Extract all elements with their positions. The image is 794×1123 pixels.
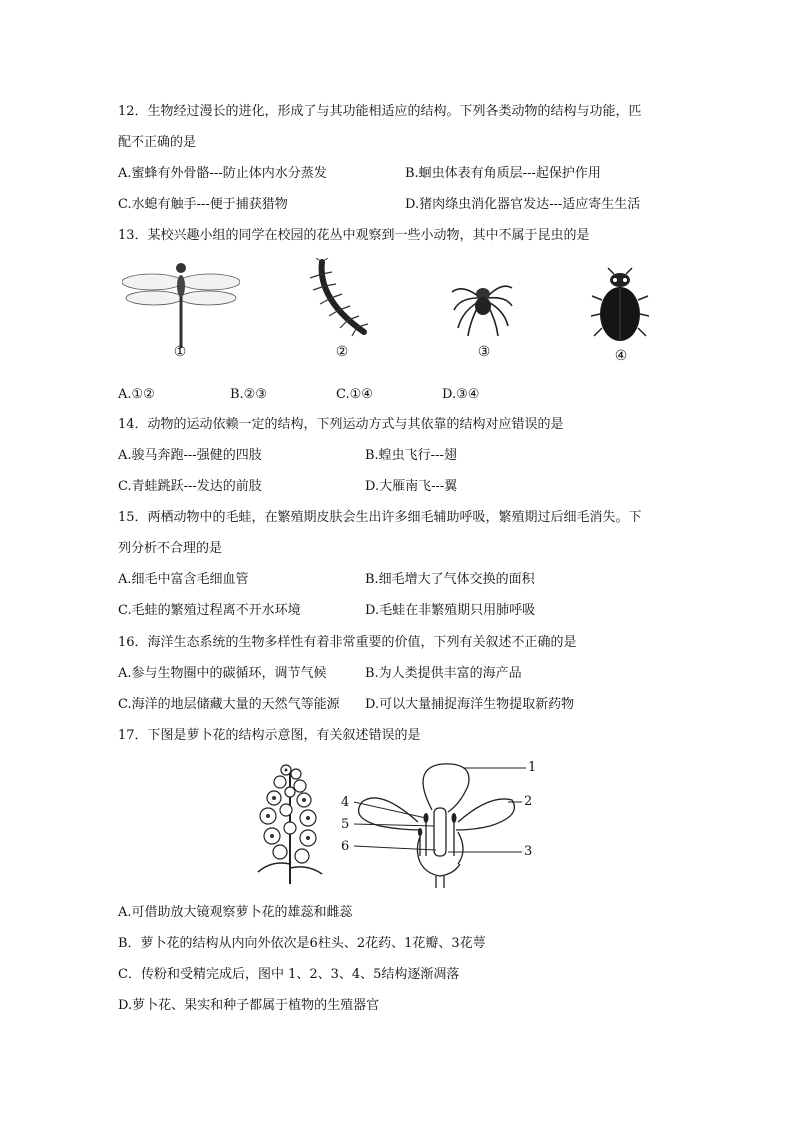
q16-option-c: C.海洋的地层储藏大量的天然气等能源: [118, 697, 340, 712]
q17-option-d: D.萝卜花、果实和种子都属于植物的生殖器官: [118, 998, 380, 1013]
q16-option-d: D.可以大量捕捉海洋生物提取新药物: [365, 697, 575, 712]
q13-option-d: D.③④: [442, 387, 480, 402]
q17-option-b: B．萝卜花的结构从内向外依次是6柱头、2花药、1花瓣、3花萼: [118, 936, 486, 951]
flower-structure-diagram: [340, 760, 540, 890]
q12-stem-line1: 12．生物经过漫长的进化，形成了与其功能相适应的结构。下列各类动物的结构与功能，匹: [118, 104, 642, 119]
label-circle-4: ④: [614, 348, 628, 364]
q17-stem: 17．下图是萝卜花的结构示意图，有关叙述错误的是: [118, 728, 421, 743]
q12-stem-line2: 配不正确的是: [118, 135, 197, 150]
label-circle-2: ②: [335, 344, 349, 360]
ladybug-figure: [590, 266, 650, 346]
q14-option-d: D.大雁南飞---翼: [365, 479, 458, 494]
q12-option-b: B.蛔虫体表有角质层---起保护作用: [405, 166, 601, 181]
q15-option-b: B.细毛增大了气体交换的面积: [365, 572, 535, 587]
radish-plant-figure: [250, 760, 330, 886]
q15-option-a: A.细毛中富含毛细血管: [118, 572, 249, 587]
label-circle-3: ③: [477, 344, 491, 360]
q17-option-c: C．传粉和受精完成后，图中 1、2、3、4、5结构逐渐凋落: [118, 967, 460, 982]
q16-option-b: B.为人类提供丰富的海产品: [365, 666, 522, 681]
q15-stem-line2: 列分析不合理的是: [118, 541, 223, 556]
dragonfly-figure: [122, 258, 240, 350]
q14-option-a: A.骏马奔跑---强健的四肢: [118, 448, 262, 463]
flower-label-1: 1: [528, 760, 537, 775]
q13-stem: 13．某校兴趣小组的同学在校园的花丛中观察到一些小动物，其中不属于昆虫的是: [118, 228, 590, 243]
q16-option-a: A.参与生物圈中的碳循环，调节气候: [118, 666, 327, 681]
q15-option-c: C.毛蛙的繁殖过程离不开水环境: [118, 603, 301, 618]
centipede-figure: [302, 258, 382, 344]
q13-option-a: A.①②: [118, 387, 155, 402]
label-circle-1: ①: [173, 344, 187, 360]
q13-option-c: C.①④: [336, 387, 373, 402]
flower-label-3: 3: [524, 844, 533, 859]
flower-label-2: 2: [524, 794, 533, 809]
flower-label-6: 6: [341, 839, 350, 854]
q17-option-a: A.可借助放大镜观察萝卜花的雄蕊和雌蕊: [118, 905, 353, 920]
flower-label-4: 4: [341, 795, 350, 810]
q12-option-d: D.猪肉绦虫消化器官发达---适应寄生生活: [405, 197, 641, 212]
q14-option-b: B.蝗虫飞行---翅: [365, 448, 457, 463]
flower-label-5: 5: [341, 817, 350, 832]
q12-option-c: C.水螅有触手---便于捕获猎物: [118, 197, 288, 212]
q15-stem-line1: 15．两栖动物中的毛蛙，在繁殖期皮肤会生出许多细毛辅助呼吸，繁殖期过后细毛消失。下: [118, 510, 642, 525]
spider-figure: [448, 270, 518, 342]
q15-option-d: D.毛蛙在非繁殖期只用肺呼吸: [365, 603, 536, 618]
q14-stem: 14．动物的运动依赖一定的结构，下列运动方式与其依靠的结构对应错误的是: [118, 417, 564, 432]
q12-option-a: A.蜜蜂有外骨骼---防止体内水分蒸发: [118, 166, 327, 181]
q16-stem: 16．海洋生态系统的生物多样性有着非常重要的价值，下列有关叙述不正确的是: [118, 635, 577, 650]
q13-option-b: B.②③: [230, 387, 267, 402]
q14-option-c: C.青蛙跳跃---发达的前肢: [118, 479, 262, 494]
